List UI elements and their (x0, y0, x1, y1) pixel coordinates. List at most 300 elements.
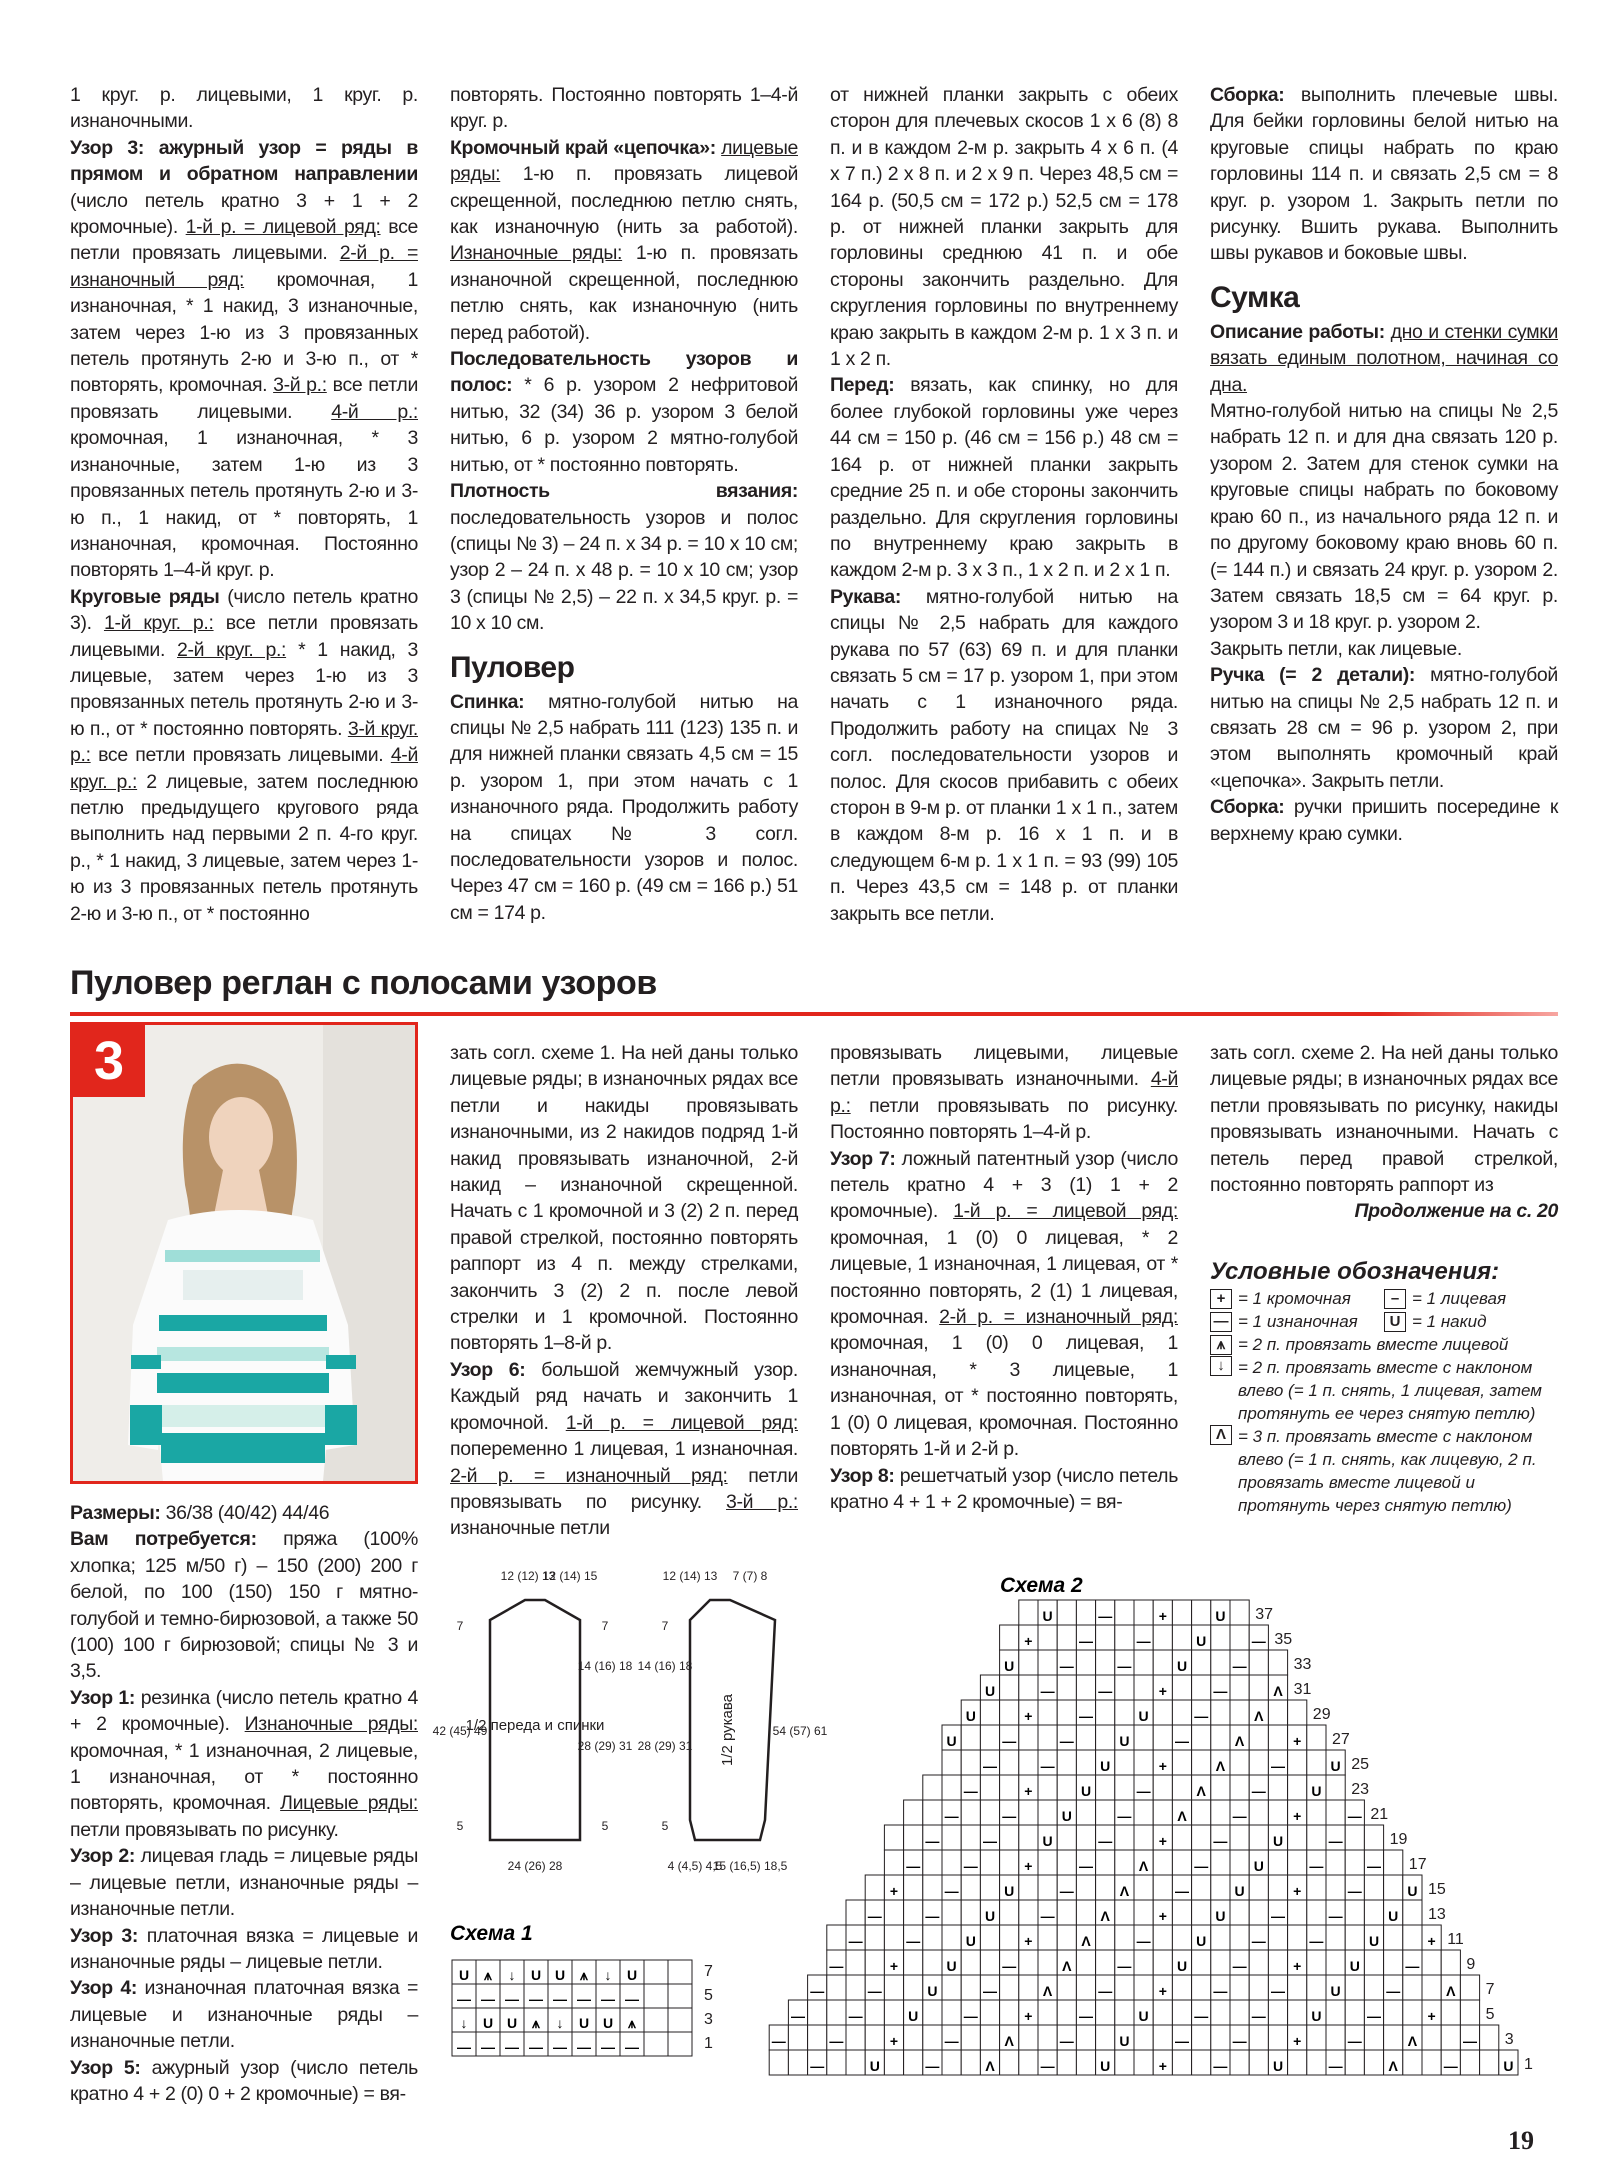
chart-symbol: — (963, 2008, 978, 2024)
chart-cell (942, 1850, 961, 1875)
chart-cell (1019, 1875, 1038, 1900)
chart-cell (668, 1984, 692, 2008)
legend (1210, 1260, 1558, 1517)
chart-cell (1326, 1850, 1345, 1875)
chart-symbol: U (578, 2015, 590, 2031)
chart-cell (1000, 1625, 1019, 1650)
chart-symbol: + (1024, 1933, 1033, 1949)
chart-cell (1249, 2025, 1268, 2050)
chart-symbol: U (1330, 1983, 1341, 1999)
dim-text: 12 (14) 15 (542, 1569, 598, 1583)
chart-cell (1307, 1950, 1326, 1975)
chart-cell (1403, 2050, 1422, 2075)
chart-symbol: + (1024, 1783, 1033, 1799)
chart-cell (1076, 1725, 1095, 1750)
bottom-column-1 (70, 1500, 418, 2107)
chart-cell (1134, 1800, 1153, 1825)
chart-cell (1441, 2025, 1460, 2050)
chart-symbol: — (1040, 1908, 1055, 1924)
chart-cell (1000, 1825, 1019, 1850)
chart-cell (1211, 1800, 1230, 1825)
chart-symbol: — (1328, 2058, 1343, 2074)
chart-cell (961, 1825, 980, 1850)
sk2p-icon: Λ (1210, 1425, 1232, 1445)
chart-symbol: Λ (1042, 1983, 1053, 1999)
yarn-over-icon: U (1384, 1312, 1406, 1332)
paragraph: Закрыть петли, как лицевые. (1210, 637, 1462, 660)
chart-cell (1000, 1925, 1019, 1950)
chart-cell (942, 1775, 961, 1800)
continued-note: Продолжение на с. 20 (1354, 1200, 1558, 1223)
chart-symbol: U (965, 1708, 976, 1724)
chart-cell (1172, 1825, 1191, 1850)
chart-cell (1422, 2025, 1441, 2050)
chart-cell (1249, 1800, 1268, 1825)
chart-symbol: — (1328, 1833, 1343, 1849)
scheme-2 (740, 1570, 1570, 2080)
chart-cell (1000, 2000, 1019, 2025)
chart-cell (942, 1925, 961, 1950)
chart-symbol: — (505, 1991, 519, 2007)
row-label: 29 (1312, 1706, 1331, 1723)
chart-cell (1057, 1825, 1076, 1850)
chart-cell (1230, 1750, 1249, 1775)
chart-cell (1192, 1900, 1211, 1925)
chart-symbol: — (983, 1983, 997, 1999)
edge-stitch-icon: + (1210, 1289, 1232, 1309)
chart-symbol: — (810, 1983, 825, 1999)
chart-cell (1211, 1725, 1230, 1750)
chart-symbol: U (1253, 1858, 1264, 1874)
chart-cell (1134, 2025, 1153, 2050)
chart-symbol: + (1427, 2008, 1436, 2024)
chart-cell (961, 1975, 980, 2000)
chart-cell (1172, 1975, 1191, 2000)
chart-cell (1019, 1975, 1038, 2000)
chart-cell (980, 1875, 999, 1900)
row-label: 25 (1351, 1756, 1369, 1773)
chart-cell (1403, 2000, 1422, 2025)
chart-cell (846, 1900, 865, 1925)
dim-text: 12 (14) 13 (662, 1569, 718, 1583)
chart-cell (1153, 2000, 1172, 2025)
chart-symbol: — (1040, 1683, 1055, 1699)
chart-cell (1230, 1700, 1249, 1725)
chart-cell (1230, 1900, 1249, 1925)
row-label: 23 (1351, 1781, 1369, 1798)
chart-cell (1153, 1650, 1172, 1675)
chart-cell (788, 2025, 807, 2050)
bottom-column-2 (450, 1040, 798, 1542)
chart-cell (1115, 1775, 1134, 1800)
chart-symbol: — (848, 1933, 863, 1949)
paragraph: Вам потребуется: пряжа (100% хлопка; 125 м/50 г) – 150 (200) 200 г белой, по 100 (150) 150 г мятно-голубой и темно-бирюзовой, а также 50 (100) 100 г бирюзовой; спицы № 3 и 3,5. (70, 1528, 418, 1683)
chart-cell (1288, 1750, 1307, 1775)
chart-cell (1192, 1600, 1211, 1625)
chart-symbol: — (944, 2033, 959, 2049)
chart-symbol: + (889, 1958, 899, 1974)
chart-symbol: — (1251, 1783, 1266, 1799)
chart-symbol: — (1136, 1783, 1151, 1799)
chart-symbol: — (601, 1991, 615, 2007)
paragraph: Узор 6: большой жемчужный узор. Каждый ряд начать и закончить 1 кромочной. 1-й р. = лицевой ряд: попеременно 1 лицевая, 1 изнаночная. 2-й р. = изнаночный ряд: петли провязывать по рисунку. 3-й р.: изнаночные петли (450, 1358, 798, 1540)
chart-symbol: — (1213, 2058, 1228, 2074)
chart-symbol: U (1311, 1783, 1322, 1799)
chart-cell (1172, 1625, 1191, 1650)
chart-symbol: — (1194, 1858, 1209, 1874)
chart-symbol: — (1098, 1983, 1113, 1999)
chart-cell (1038, 1800, 1057, 1825)
row-label: 7 (704, 1963, 713, 1980)
chart-cell (1211, 1950, 1230, 1975)
chart-cell (1268, 1950, 1287, 1975)
chart-cell (1153, 1625, 1172, 1650)
chart-cell (980, 1725, 999, 1750)
chart-cell (668, 2032, 692, 2056)
chart-symbol: — (925, 1833, 940, 1849)
chart-cell (1172, 1700, 1191, 1725)
chart-symbol: — (1463, 2033, 1477, 2049)
chart-symbol: Λ (1004, 2033, 1014, 2049)
paragraph: зать согл. схеме 1. На ней даны только лицевые ряды; в изнаночных рядах все петли и накиды провязывать изнаночными, из 2 накидов подряд 1-й накид провязывать изнаночной, 2-й накид – изнаночной скрещенной. Начать с 1 кромочной и 3 (2) 2 п. перед правой стрелкой, постоянно повторять раппорт из 4 п. между стрелками, закончить 3 (2) 2 п. после левой стрелки и 1 кромочной. Постоянно повторять 1–8-й р. (450, 1042, 798, 1355)
chart-cell (1230, 1675, 1249, 1700)
row-label: 33 (1293, 1656, 1312, 1673)
row-label: 1 (1524, 2056, 1533, 2073)
chart-cell (1096, 1950, 1115, 1975)
chart-symbol: — (1309, 1933, 1324, 1949)
chart-cell (1192, 1825, 1211, 1850)
paragraph: Сборка: ручки пришить посередине к верхнему краю сумки. (1210, 796, 1558, 845)
chart-symbol: + (1293, 1958, 1302, 1974)
dim-text: 14 (16) 18 (577, 1659, 633, 1673)
row-label: 15 (1428, 1881, 1446, 1898)
chart-symbol: — (529, 1991, 543, 2007)
chart-symbol: ↓ (604, 1967, 612, 1983)
chart-cell (788, 2050, 807, 2075)
chart-cell (1057, 1675, 1076, 1700)
legend-row: ↓ = 2 п. провязать вместе с наклоном влево (= 1 п. снять, 1 лицевая, затем протянуть ее через снятую петлю) (1210, 1356, 1558, 1425)
chart-symbol: — (1117, 1808, 1132, 1824)
chart-cell (1268, 1850, 1287, 1875)
paragraph: от нижней планки закрыть с обеих сторон для плечевых скосов 1 х 6 (8) 8 п. и в каждом 2-м р. закрыть 4 х 6 п. (4 х 7 п.) 2 х 8 п. и 2 х 9 п. Через 48,5 см = 164 р. (50,5 см = 172 р.) 52,5 см = 178 р. от нижней планки закрыть для горловины среднюю 41 п. и обе стороны закончить раздельно. Для скругления горловины по внутреннему краю закрыть в каждом 2-м р. 1 х 3 п. и 1 х 2 п. (830, 84, 1178, 371)
chart-symbol: — (1232, 1658, 1247, 1674)
chart-cell (1441, 2000, 1460, 2025)
dim-text: 5 (661, 1819, 669, 1833)
chart-symbol: + (1024, 1858, 1033, 1874)
chart-cell (1307, 1900, 1326, 1925)
chart-cell (1115, 2050, 1134, 2075)
chart-cell (1345, 1925, 1364, 1950)
paragraph: Узор 3: платочная вязка = лицевые и изнаночные ряды – лицевые петли. (70, 1924, 418, 1973)
row-label: 17 (1408, 1856, 1427, 1873)
chart-symbol: Λ (1254, 1708, 1264, 1724)
chart-cell (1345, 1900, 1364, 1925)
chart-symbol: — (577, 2039, 591, 2055)
chart-symbol: U (1503, 2058, 1514, 2074)
chart-symbol: — (1405, 1958, 1420, 1974)
chart-symbol: U (908, 2008, 919, 2024)
chart-cell (1096, 1850, 1115, 1875)
chart-cell (1000, 1900, 1019, 1925)
dim-text: 5 (601, 1819, 609, 1833)
row-label: 35 (1274, 1631, 1293, 1648)
chart-cell (923, 2025, 942, 2050)
chart-cell (846, 1950, 865, 1975)
chart-cell (904, 1800, 923, 1825)
chart-cell (1134, 1750, 1153, 1775)
chart-cell (1115, 2000, 1134, 2025)
chart-symbol: — (505, 2039, 519, 2055)
chart-cell (827, 1925, 846, 1950)
chart-symbol: — (1002, 1958, 1017, 1974)
chart-cell (1038, 2000, 1057, 2025)
chart-symbol: U (1407, 1883, 1418, 1899)
chart-cell (1307, 2025, 1326, 2050)
chart-cell (1192, 2050, 1211, 2075)
chart-cell (904, 2025, 923, 2050)
chart-cell (961, 1950, 980, 1975)
chart-symbol: U (1119, 1733, 1130, 1749)
chart-cell (1096, 1925, 1115, 1950)
chart-symbol: — (457, 2039, 471, 2055)
chart-cell (1057, 1700, 1076, 1725)
dim-text: 54 (57) 61 (772, 1724, 828, 1738)
chart-symbol: + (1158, 1608, 1167, 1624)
chart-cell (1057, 2050, 1076, 2075)
text-column-1 (70, 82, 418, 927)
chart-cell (1115, 1850, 1134, 1875)
chart-cell (1211, 2025, 1230, 2050)
scheme-2-title: Схема 2 (1000, 1574, 1083, 1597)
chart-cell (961, 2025, 980, 2050)
chart-cell (980, 1850, 999, 1875)
chart-symbol: U (1349, 1958, 1360, 1974)
chart-cell (865, 2000, 884, 2025)
chart-cell (1076, 1600, 1095, 1625)
chart-cell (1230, 1625, 1249, 1650)
chart-cell (1384, 1875, 1403, 1900)
chart-cell (884, 1850, 903, 1875)
chart-symbol: Λ (985, 2058, 995, 2074)
chart-cell (1307, 1875, 1326, 1900)
chart-cell (1038, 1925, 1057, 1950)
chart-symbol: U (1176, 1958, 1188, 1974)
chart-cell (1019, 1600, 1038, 1625)
chart-cell (1345, 1850, 1364, 1875)
chart-cell (923, 1875, 942, 1900)
chart-symbol: U (1368, 1933, 1380, 1949)
title-rule (70, 1012, 1558, 1016)
chart-cell (884, 1925, 903, 1950)
chart-cell (1268, 1775, 1287, 1800)
chart-cell (884, 1900, 903, 1925)
chart-cell (846, 2025, 865, 2050)
chart-cell (1000, 1700, 1019, 1725)
chart-symbol: U (946, 1733, 957, 1749)
paragraph: Описание работы: дно и стенки сумки вязать единым полотном, начиная со дна. (1210, 320, 1558, 396)
chart-symbol: U (458, 1967, 470, 1983)
chart-symbol: — (625, 2039, 639, 2055)
chart-cell (980, 2025, 999, 2050)
chart-symbol: U (1138, 2008, 1149, 2024)
body-piece-label: 1/2 переда и спинки (465, 1717, 605, 1734)
chart-cell (1230, 1775, 1249, 1800)
chart-cell (1115, 1975, 1134, 2000)
sleeve-piece-label: 1/2 рукава (719, 1693, 736, 1767)
dim-text: 15 (16,5) 18,5 (712, 1859, 788, 1873)
chart-symbol: — (1386, 1983, 1401, 1999)
chart-symbol: — (944, 1808, 959, 1824)
chart-cell (1326, 2025, 1345, 2050)
chart-symbol: — (1213, 1683, 1228, 1699)
chart-cell (1115, 1925, 1134, 1950)
chart-cell (904, 1975, 923, 2000)
chart-cell (1384, 2025, 1403, 2050)
chart-symbol: — (1175, 1883, 1189, 1899)
chart-cell (1019, 1950, 1038, 1975)
paragraph: Последовательность узоров и полос: * 6 р. узором 2 нефритовой нитью, 32 (34) 36 р. узором 3 белой нитью, 6 р. узором 2 мятно-голубой нитью, от * постоянно повторять. (450, 348, 798, 476)
chart-cell (1268, 1725, 1287, 1750)
chart-cell (1192, 1950, 1211, 1975)
chart-cell (1192, 1725, 1211, 1750)
paragraph: Узор 2: лицевая гладь = лицевые ряды – лицевые петли, изнаночные ряды – изнаночные петли. (70, 1845, 419, 1921)
chart-symbol: Λ (1446, 1983, 1456, 1999)
chart-cell (942, 2050, 961, 2075)
chart-symbol: U (946, 1958, 957, 1974)
chart-cell (1000, 1675, 1019, 1700)
chart-cell (1153, 1875, 1172, 1900)
chart-cell (1019, 1675, 1038, 1700)
chart-symbol: — (1040, 1758, 1055, 1774)
row-label: 3 (1504, 2031, 1514, 2048)
chart-symbol: — (1098, 1608, 1113, 1624)
chart-cell (961, 1750, 980, 1775)
chart-cell (1268, 1650, 1287, 1675)
chart-cell (1288, 1975, 1307, 2000)
chart-cell (1115, 1625, 1134, 1650)
dim-text: 4 (4,5) 4,5 (667, 1859, 723, 1873)
chart-cell (1172, 1675, 1191, 1700)
chart-symbol: — (1347, 2033, 1362, 2049)
chart-cell (1364, 1950, 1383, 1975)
chart-cell (1172, 1900, 1191, 1925)
chart-cell (1364, 1875, 1383, 1900)
chart-cell (923, 1925, 942, 1950)
chart-cell (1307, 1975, 1326, 2000)
chart-symbol: Λ (1119, 1883, 1130, 1899)
chart-symbol: U (1042, 1833, 1053, 1849)
chart-symbol: — (1194, 2008, 1209, 2024)
chart-symbol: U (1100, 2058, 1111, 2074)
row-label: 13 (1428, 1906, 1446, 1923)
chart-symbol: — (577, 1991, 591, 2007)
scheme-1-title: Схема 1 (450, 1922, 533, 1945)
chart-symbol: U (1215, 1608, 1226, 1624)
chart-symbol: — (553, 1991, 567, 2007)
chart-symbol: U (1234, 1883, 1245, 1899)
chart-symbol: — (1136, 1933, 1151, 1949)
chart-symbol: — (1251, 2008, 1266, 2024)
chart-cell (1230, 1600, 1249, 1625)
chart-symbol: U (554, 1967, 566, 1983)
chart-symbol: — (1059, 1658, 1074, 1674)
chart-cell (980, 1700, 999, 1725)
chart-symbol: Λ (1407, 2033, 1418, 2049)
row-label: 1 (704, 2035, 713, 2052)
chart-cell (1211, 1850, 1230, 1875)
chart-symbol: U (1272, 2058, 1284, 2074)
chart-cell (1153, 1850, 1172, 1875)
chart-symbol: + (1024, 1633, 1033, 1649)
chart-symbol: — (1251, 1933, 1266, 1949)
chart-cell (865, 1925, 884, 1950)
chart-cell (1019, 2050, 1038, 2075)
paragraph: Перед: вязать, как спинку, но для более глубокой горловины уже через 44 см = 150 р. (46 см = 156 р.) 48 см = 164 р. от нижней планки закрыть средние 25 п. и обе стороны закончить раздельно. Для скругления горловины по внутреннему краю закрыть в каждом 2-м р. 3 х 3 п., 1 х 2 п. и 2 х 1 п. (830, 374, 1178, 582)
chart-cell (1000, 1750, 1019, 1775)
row-label: 5 (704, 1987, 713, 2004)
paragraph: зать согл. схеме 2. На ней даны только лицевые ряды; в изнаночных рядах все петли провязывать по рисунку, накиды провязывать изнаночными. Начать с петель перед правой стрелкой, постоянно повторять раппорт из (1210, 1042, 1558, 1197)
chart-cell (1460, 2050, 1479, 2075)
chart-cell (1326, 1800, 1345, 1825)
chart-cell (884, 1975, 903, 2000)
chart-symbol: U (1388, 1908, 1399, 1924)
chart-symbol: U (602, 2015, 614, 2031)
chart-cell (1019, 2025, 1038, 2050)
chart-symbol: Λ (1388, 2058, 1398, 2074)
chart-symbol: — (1232, 2033, 1247, 2049)
chart-symbol: U (1196, 1633, 1207, 1649)
chart-cell (827, 2050, 846, 2075)
chart-cell (1057, 1925, 1076, 1950)
chart-cell (1096, 1725, 1115, 1750)
chart-cell (1288, 1850, 1307, 1875)
chart-cell (1211, 1875, 1230, 1900)
chart-symbol: — (1232, 1958, 1247, 1974)
chart-cell (1172, 2000, 1191, 2025)
chart-cell (942, 1750, 961, 1775)
chart-symbol: + (1024, 1708, 1033, 1724)
chart-cell (644, 2032, 668, 2056)
chart-cell (1460, 1975, 1479, 2000)
paragraph: Мятно-голубой нитью на спицы № 2,5 набрать 12 п. и для дна связать 120 р. узором 2. Затем для стенок сумки на круговые спицы набрать по боковому краю 60 п., из начального ряда 12 п. и по другому боковому краю вновь 60 п. (= 144 п.) и связать 24 круг. р. узором 2. Затем связать 18,5 см = 64 круг. р. узором 3 и 18 круг. р. узором 2. (1210, 400, 1558, 634)
chart-symbol: — (829, 1958, 844, 1974)
chart-symbol: — (1059, 1883, 1074, 1899)
paragraph: Кромочный край «цепочка»: лицевые ряды: 1-ю п. провязать лицевой скрещенной, последнюю петлю снять, как изнаночную (нить за работой). Изнаночные ряды: 1-ю п. провязать изнаночной скрещенной, последнюю петлю снять, как изнаночную (нить перед работой). (450, 136, 798, 344)
chart-cell (1403, 1925, 1422, 1950)
dim-text: 28 (29) 31 (577, 1739, 633, 1753)
dim-text: 14 (16) 18 (637, 1659, 693, 1673)
dim-text: 7 (7) 8 (732, 1569, 768, 1583)
chart-cell (1230, 1975, 1249, 2000)
chart-symbol: Λ (1138, 1858, 1149, 1874)
chart-cell (1288, 1775, 1307, 1800)
chart-symbol: — (1271, 1908, 1285, 1924)
chart-symbol: Λ (1234, 1733, 1245, 1749)
chart-cell (923, 1775, 942, 1800)
chart-symbol: ⩚ (532, 2015, 540, 2031)
chart-cell (1115, 1750, 1134, 1775)
chart-cell (942, 1975, 961, 2000)
chart-cell (1038, 1625, 1057, 1650)
legend-row: + = 1 кромочная – = 1 лицевая (1210, 1287, 1558, 1310)
chart-cell (1057, 2000, 1076, 2025)
chart-cell (1076, 1975, 1095, 2000)
chart-cell (1000, 1775, 1019, 1800)
chart-cell (904, 1950, 923, 1975)
chart-symbol: Λ (1100, 1908, 1110, 1924)
chart-cell (1057, 1600, 1076, 1625)
chart-cell (1076, 1750, 1095, 1775)
